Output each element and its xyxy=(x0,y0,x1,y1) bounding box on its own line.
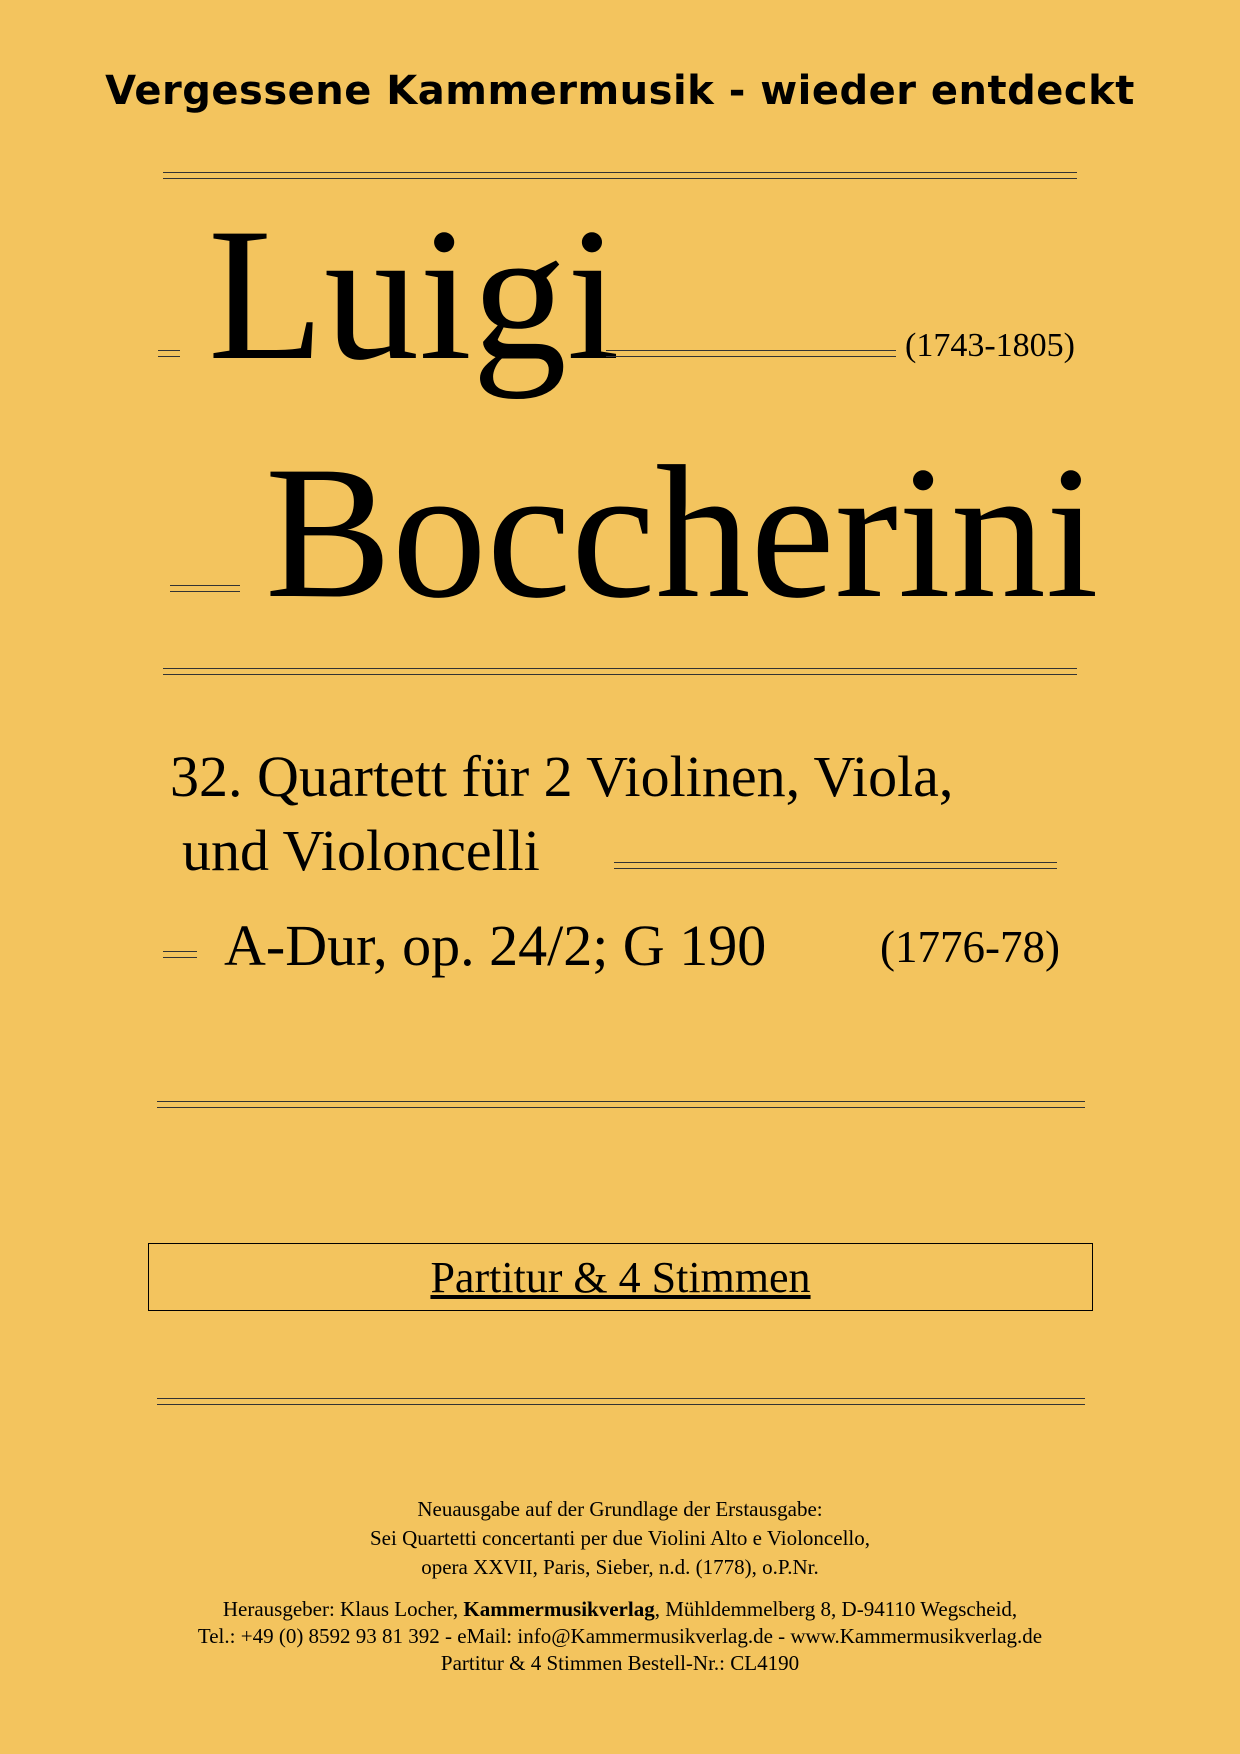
publisher-name: Kammermusikverlag xyxy=(463,1597,655,1621)
series-title: Vergessene Kammermusik - wieder entdeckt xyxy=(105,68,1135,114)
composer-dates: (1743-1805) xyxy=(905,327,1075,364)
divider-title-line2 xyxy=(614,862,1057,869)
divider-luigi-left xyxy=(158,350,180,357)
divider-lower xyxy=(157,1101,1085,1108)
divider-bottom xyxy=(157,1398,1085,1405)
footer-contact: Tel.: +49 (0) 8592 93 81 392 - eMail: info@Kammermusikverlag.de - www.Kammermusikverlag.de xyxy=(197,1624,1043,1648)
publisher-prefix: Herausgeber: Klaus Locher, xyxy=(222,1597,464,1621)
work-date: (1776-78) xyxy=(880,922,1060,972)
footer-source-line2: Sei Quartetti concertanti per due Violini Alto e Violoncello, xyxy=(369,1526,870,1550)
publisher-address: , Mühldemmelberg 8, D-94110 Wegscheid, xyxy=(654,1597,1018,1621)
footer-source-line3: opera XXVII, Paris, Sieber, n.d. (1778), o.P.Nr. xyxy=(421,1555,819,1579)
divider-boccherini-left xyxy=(170,585,240,592)
composer-first-name: Luigi xyxy=(208,190,620,400)
divider-key-left xyxy=(163,951,197,958)
work-key-opus: A-Dur, op. 24/2; G 190 xyxy=(224,913,767,978)
work-title-line1: 32. Quartett für 2 Violinen, Viola, xyxy=(170,744,954,809)
footer-source-line1: Neuausgabe auf der Grundlage der Erstausgabe: xyxy=(417,1497,823,1521)
divider-luigi-right xyxy=(606,350,896,357)
edition-label: Partitur & 4 Stimmen xyxy=(430,1252,811,1302)
edition-box xyxy=(148,1243,1093,1311)
footer-order-number: Partitur & 4 Stimmen Bestell-Nr.: CL4190 xyxy=(440,1651,800,1675)
divider-top xyxy=(163,172,1077,179)
work-title-line2: und Violoncelli xyxy=(182,818,540,883)
composer-last-name: Boccherini xyxy=(265,428,1099,638)
divider-middle xyxy=(163,668,1077,675)
footer-publisher xyxy=(0,1597,1240,1622)
